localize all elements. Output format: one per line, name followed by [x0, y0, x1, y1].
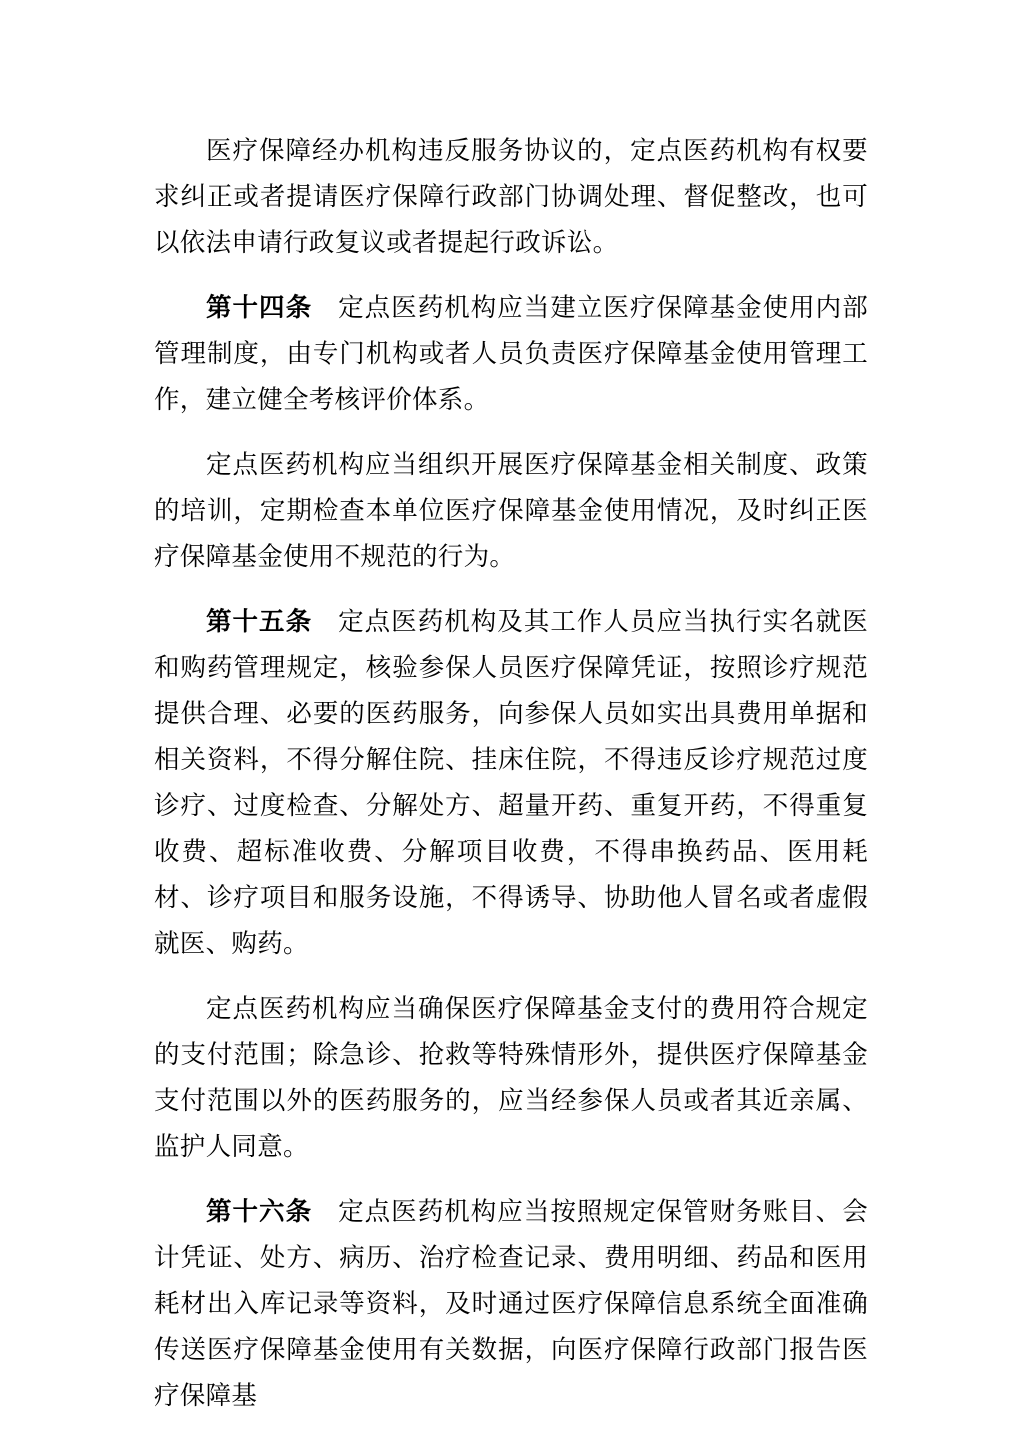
paragraph-p3 [154, 442, 868, 580]
paragraph-text: 医疗保障经办机构违反服务协议的，定点医药机构有权要求纠正或者提请医疗保障行政部门协调处理、督促整改，也可以依法申请行政复议或者提起行政诉讼。 [154, 136, 868, 258]
paragraph-text: 定点医药机构应当组织开展医疗保障基金相关制度、政策的培训，定期检查本单位医疗保障基金使用情况，及时纠正医疗保障基金使用不规范的行为。 [154, 450, 868, 572]
paragraph-text: 定点医药机构应当确保医疗保障基金支付的费用符合规定的支付范围；除急诊、抢救等特殊情形外，提供医疗保障基金支付范围以外的医药服务的，应当经参保人员或者其近亲属、监护人同意。 [154, 994, 868, 1162]
article-title: 第十六条 [206, 1197, 313, 1227]
paragraph-p6 [154, 1189, 868, 1419]
article-title: 第十四条 [206, 293, 313, 323]
document-page [154, 128, 868, 1438]
article-title: 第十五条 [206, 607, 313, 637]
paragraph-p2 [154, 285, 868, 423]
paragraph-text: 定点医药机构应当按照规定保管财务账目、会计凭证、处方、病历、治疗检查记录、费用明细、药品和医用耗材出入库记录等资料，及时通过医疗保障信息系统全面准确传送医疗保障基金使用有关数据，向医疗保障行政部门报告医疗保障基 [154, 1197, 868, 1411]
paragraph-p5 [154, 986, 868, 1170]
paragraph-p4 [154, 599, 868, 967]
paragraph-text: 定点医药机构应当建立医疗保障基金使用内部管理制度，由专门机构或者人员负责医疗保障基金使用管理工作，建立健全考核评价体系。 [154, 293, 868, 415]
paragraph-text: 定点医药机构及其工作人员应当执行实名就医和购药管理规定，核验参保人员医疗保障凭证，按照诊疗规范提供合理、必要的医药服务，向参保人员如实出具费用单据和相关资料，不得分解住院、挂床住院，不得违反诊疗规范过度诊疗、过度检查、分解处方、超量开药、重复开药，不得重复收费、超标准收费、分解项目收费，不得串换药品、医用耗材、诊疗项目和服务设施，不得诱导、协助他人冒名或者虚假就医、购药。 [154, 607, 868, 959]
paragraph-p1 [154, 128, 868, 266]
